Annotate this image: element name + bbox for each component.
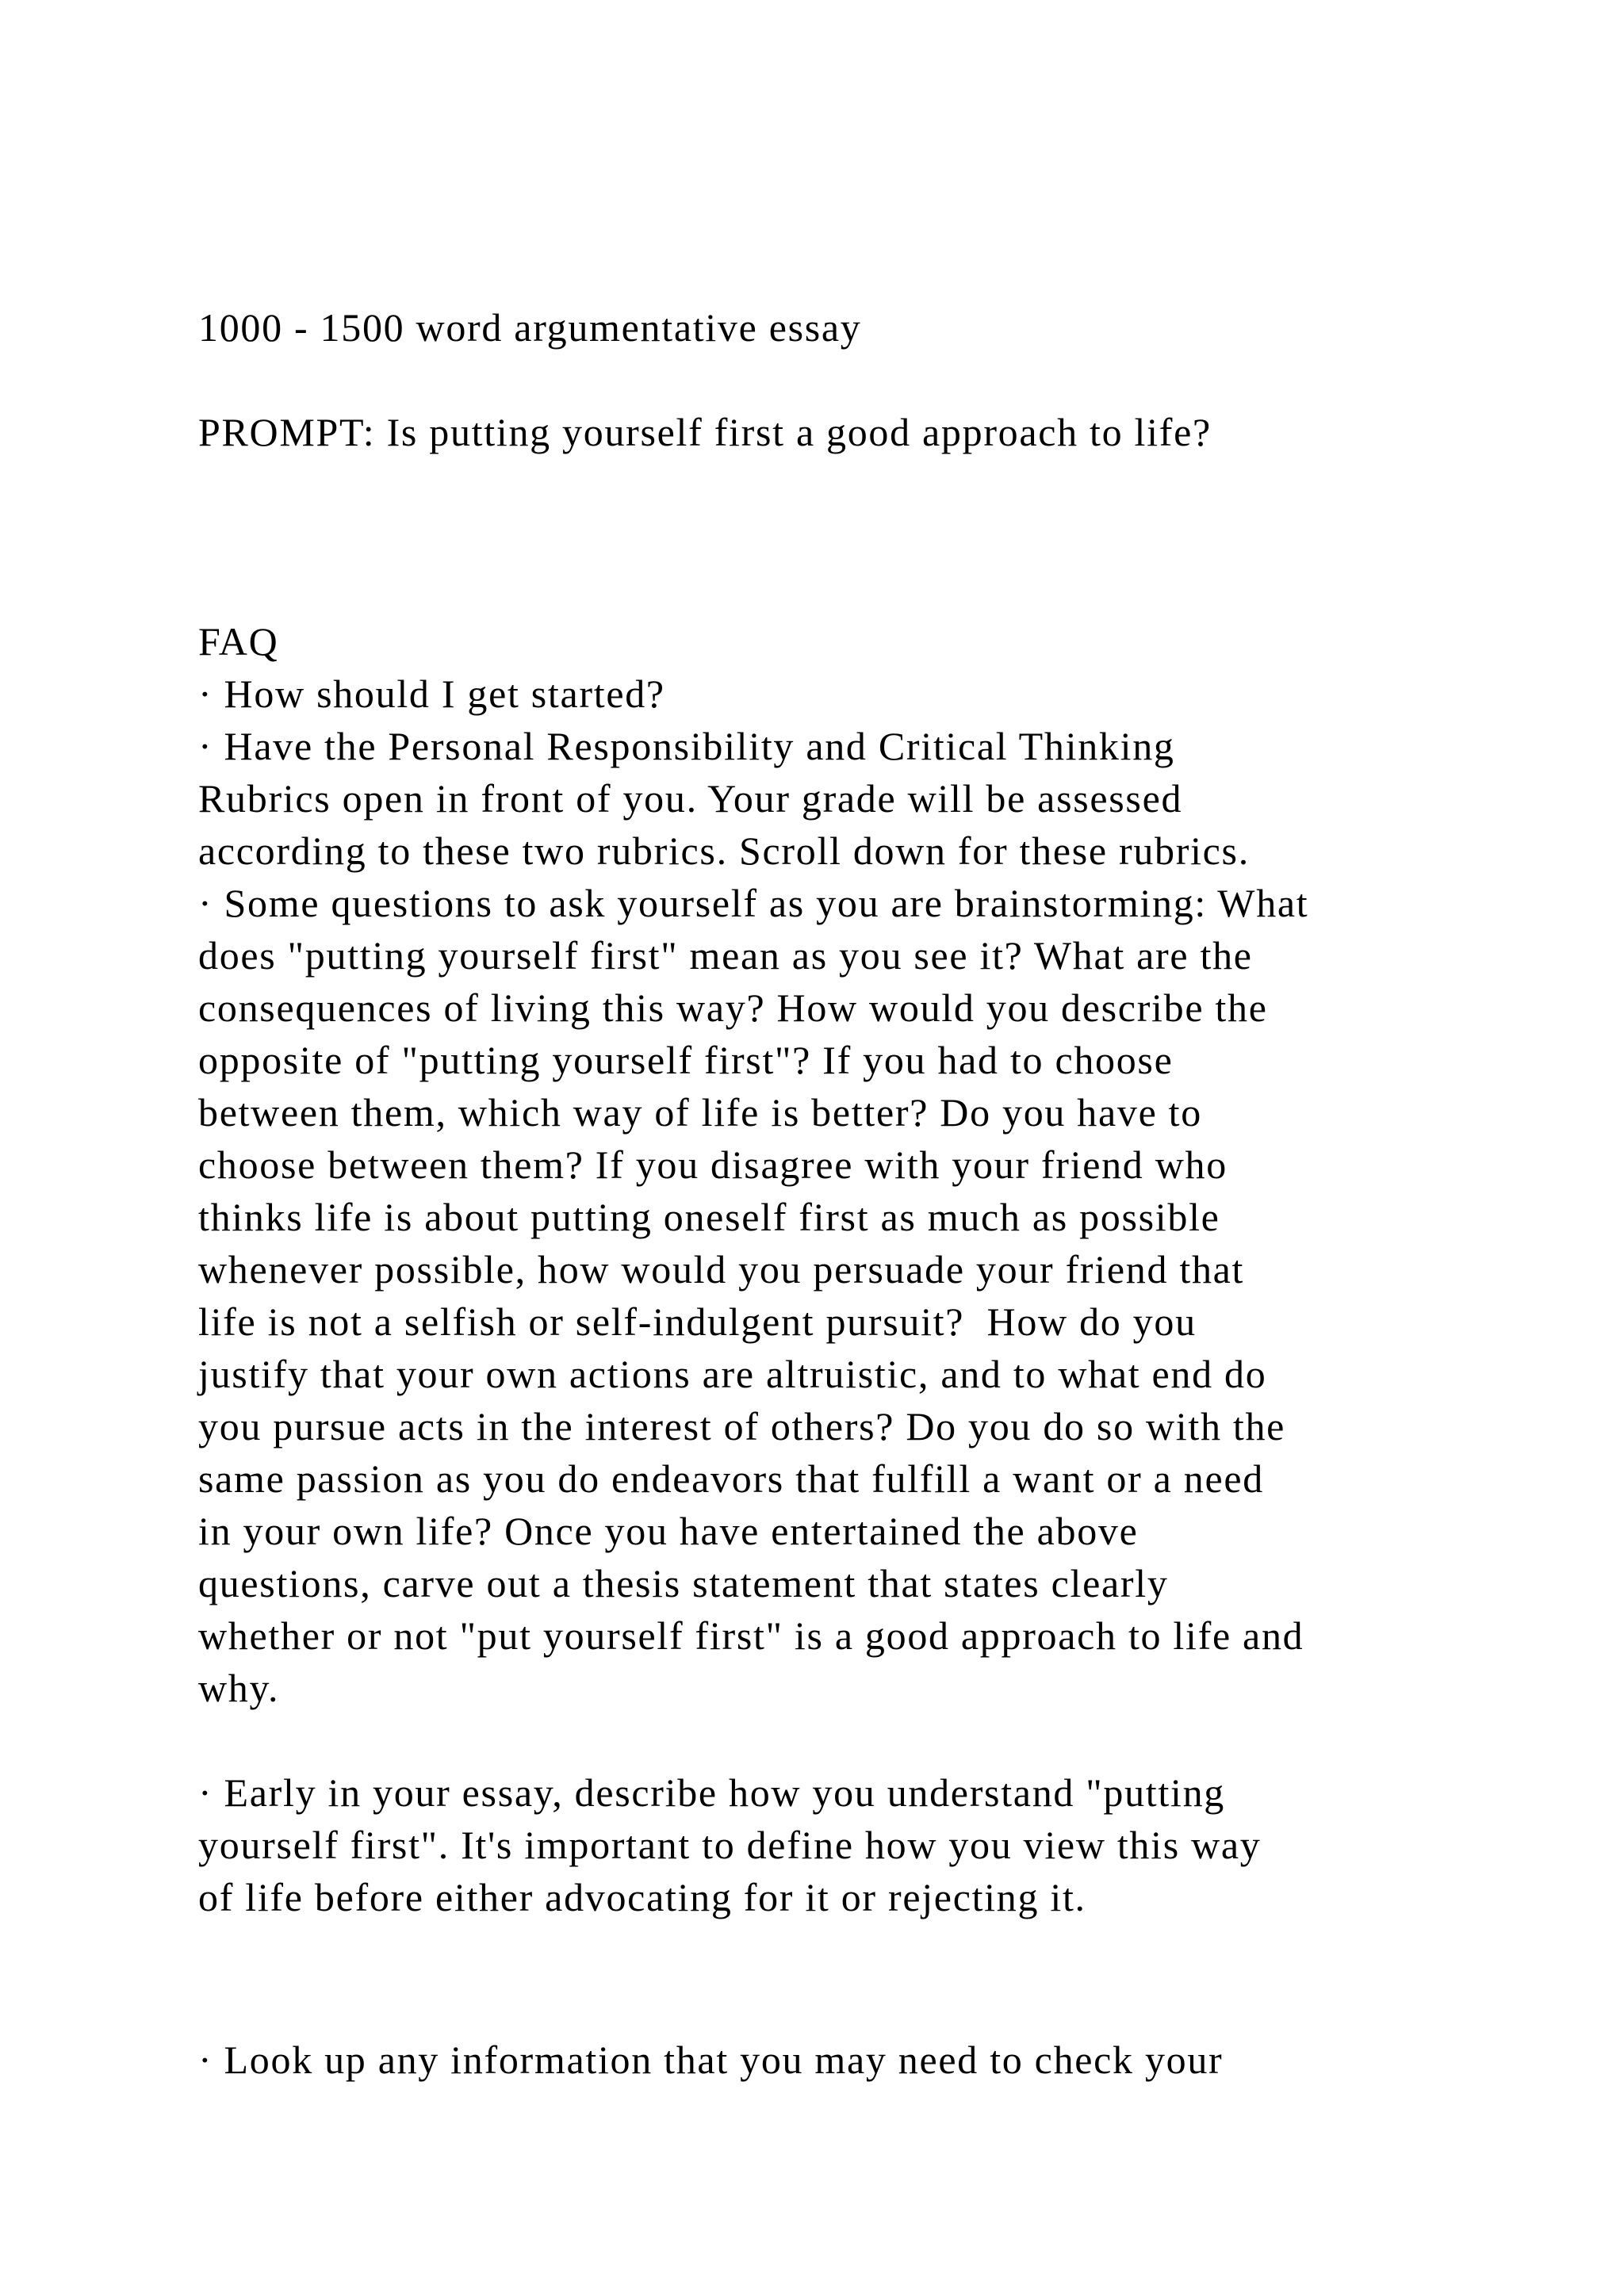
faq-item-brainstorm-line: in your own life? Once you have entertained the above — [198, 1509, 1139, 1553]
faq-item-brainstorm-line: you pursue acts in the interest of others? Do you do so with the — [198, 1404, 1286, 1448]
faq-item-brainstorm-line: whether or not "put yourself first" is a good approach to life and — [198, 1613, 1304, 1658]
essay-title: 1000 - 1500 word argumentative essay — [198, 305, 862, 350]
faq-item-brainstorm-line: whenever possible, how would you persuade your friend that — [198, 1247, 1245, 1292]
essay-prompt: PROMPT: Is putting yourself first a good approach to life? — [198, 410, 1212, 454]
faq-item-brainstorm-line: justify that your own actions are altruistic, and to what end do — [198, 1352, 1267, 1396]
faq-heading: FAQ — [198, 619, 279, 664]
faq-item-rubrics-line: Rubrics open in front of you. Your grade will be assessed — [198, 776, 1183, 821]
faq-item-brainstorm-line: questions, carve out a thesis statement that states clearly — [198, 1561, 1169, 1605]
faq-item-get-started: · How should I get started? — [198, 672, 665, 716]
faq-item-define-line: of life before either advocating for it or rejecting it. — [198, 1875, 1086, 1919]
faq-item-define-line: yourself first". It's important to define how you view this way — [198, 1823, 1262, 1867]
faq-item-define-line: · Early in your essay, describe how you understand "putting — [198, 1770, 1225, 1815]
faq-item-brainstorm-line: between them, which way of life is better? Do you have to — [198, 1090, 1202, 1135]
faq-item-brainstorm-line: life is not a selfish or self-indulgent pursuit? How do you — [198, 1299, 1197, 1344]
faq-item-brainstorm-line: why. — [198, 1666, 280, 1710]
faq-item-brainstorm-line: · Some questions to ask yourself as you are brainstorming: What — [198, 881, 1309, 925]
faq-item-brainstorm-line: consequences of living this way? How would you describe the — [198, 985, 1268, 1030]
faq-item-brainstorm-line: does "putting yourself first" mean as you see it? What are the — [198, 933, 1253, 978]
faq-item-rubrics-line: according to these two rubrics. Scroll down for these rubrics. — [198, 828, 1250, 873]
faq-item-lookup-line: · Look up any information that you may need to check your — [198, 2038, 1224, 2082]
faq-item-brainstorm-line: thinks life is about putting oneself first as much as possible — [198, 1195, 1220, 1239]
faq-item-brainstorm-line: opposite of "putting yourself first"? If you had to choose — [198, 1038, 1174, 1082]
faq-item-rubrics-line: · Have the Personal Responsibility and Critical Thinking — [198, 724, 1175, 768]
faq-item-brainstorm-line: same passion as you do endeavors that fulfill a want or a need — [198, 1456, 1264, 1501]
faq-item-brainstorm-line: choose between them? If you disagree with your friend who — [198, 1142, 1228, 1187]
